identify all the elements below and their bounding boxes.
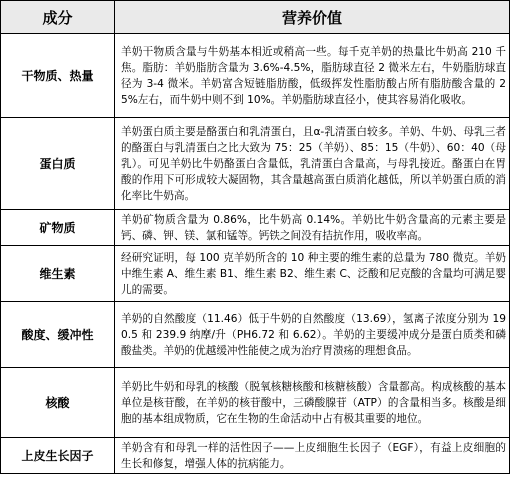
row-label-minerals: 矿物质 (1, 210, 115, 246)
table-row (1, 210, 510, 246)
row-label-epidermal-growth-factor: 上皮生长因子 (1, 438, 115, 474)
table-row (1, 438, 510, 474)
row-label-acidity-buffering: 酸度、缓冲性 (1, 302, 115, 368)
row-text-nucleic-acid: 羊奶比牛奶和母乳的核酸（脱氧核糖核酸和核糖核酸）含量都高。构成核酸的基本单位是核苷酸，在羊奶的核苷酸中，三磷酸腺苷（ATP）的含量相当多。核酸是细胞的基本组成物质，它在生物的生命活动中占有极其重要的地位。 (115, 368, 510, 438)
row-text-epidermal-growth-factor: 羊奶含有和母乳一样的活性因子——上皮细胞生长因子（EGF），有益上皮细胞的生长和修复，增强人体的抗病能力。 (115, 438, 510, 474)
header-component: 成分 (1, 1, 115, 34)
table-header-row (1, 1, 510, 34)
row-label-protein: 蛋白质 (1, 118, 115, 210)
row-text-protein: 羊奶蛋白质主要是酪蛋白和乳清蛋白，且α-乳清蛋白较多。羊奶、牛奶、母乳三者的酪蛋白与乳清蛋白之比大致为 75：25（羊奶）、85：15（牛奶）、60：40（母乳）。可见羊奶比牛奶酪蛋白含量低，乳清蛋白含量高，与母乳接近。酪蛋白在胃酸的作用下可形成较大凝固物，其含量越高蛋白质消化越低，所以羊奶蛋白质的消化率比牛奶高。 (115, 118, 510, 210)
table-row (1, 34, 510, 118)
table-row (1, 302, 510, 368)
table-row (1, 118, 510, 210)
row-label-dry-matter-energy: 干物质、热量 (1, 34, 115, 118)
header-nutrition-value: 营养价值 (115, 1, 510, 34)
row-text-acidity-buffering: 羊奶的自然酸度（11.46）低于牛奶的自然酸度（13.69），氢离子浓度分别为 190.5 和 239.9 纳摩/升（PH6.72 和 6.62）。羊奶的主要缓冲成分是蛋白质类和磷酸盐类。羊奶的优越缓冲性能使之成为治疗胃溃疡的理想食品。 (115, 302, 510, 368)
row-text-dry-matter-energy: 羊奶干物质含量与牛奶基本相近或稍高一些。每千克羊奶的热量比牛奶高 210 千焦。脂肪：羊奶脂肪含量为 3.6%-4.5%，脂肪球直径 2 微米左右，牛奶脂肪球直径为 3-4 微米。羊奶富含短链脂肪酸，低级挥发性脂肪酸占所有脂肪酸含量的 25%左右，而牛奶中则不到 10%。羊奶脂肪球直径小，使其容易消化吸收。 (115, 34, 510, 118)
table-row (1, 368, 510, 438)
table-row (1, 246, 510, 302)
row-label-vitamins: 维生素 (1, 246, 115, 302)
row-text-minerals: 羊奶矿物质含量为 0.86%，比牛奶高 0.14%。羊奶比牛奶含量高的元素主要是钙、磷、钾、镁、氯和锰等。钙铁之间没有拮抗作用，吸收率高。 (115, 210, 510, 246)
row-text-vitamins: 经研究证明，每 100 克羊奶所含的 10 种主要的维生素的总量为 780 微克。羊奶中维生素 A、维生素 B1、维生素 B2、维生素 C、泛酸和尼克酸的含量均可满足婴儿的需要。 (115, 246, 510, 302)
row-label-nucleic-acid: 核酸 (1, 368, 115, 438)
